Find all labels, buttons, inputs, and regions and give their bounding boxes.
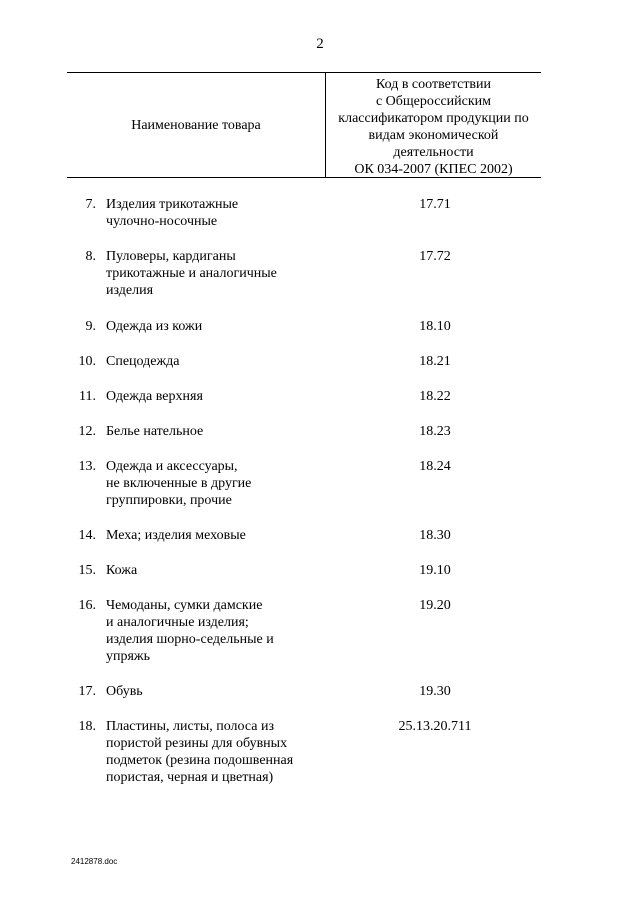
row-code: 19.10 (419, 563, 451, 578)
row-product-name-line: чулочно-носочные (106, 214, 218, 229)
row-code: 18.30 (419, 528, 451, 543)
row-number: 10. (78, 354, 96, 369)
column-header-code-line: классификатором продукции по (338, 111, 529, 126)
row-product-name (106, 683, 326, 700)
row-product-name-line: не включенные в другие (106, 476, 252, 491)
row-product-name-line: изделия шорно-седельные и (106, 632, 274, 647)
row-product-name-line: трикотажные и аналогичные (106, 266, 277, 281)
row-product-name (106, 527, 326, 544)
row-product-name-line: пористой резины для обувных (106, 736, 288, 751)
row-code: 25.13.20.711 (398, 719, 472, 734)
footer-filename: 2412878.doc (71, 857, 118, 866)
table-top-rule (67, 72, 541, 73)
row-code: 18.22 (419, 389, 451, 404)
row-number: 13. (78, 459, 96, 474)
row-product-name-line: Спецодежда (106, 354, 180, 369)
row-product-name-line: Обувь (106, 684, 143, 699)
column-header-code-line: видам экономической (368, 128, 499, 143)
row-number: 17. (78, 684, 96, 699)
row-product-name (106, 318, 326, 335)
row-code: 18.21 (419, 354, 451, 369)
row-product-name-line: Одежда из кожи (106, 319, 203, 334)
row-code: 17.71 (419, 197, 451, 212)
row-product-name (106, 388, 326, 405)
row-product-name (106, 718, 326, 786)
row-code: 19.30 (419, 684, 451, 699)
row-product-name-line: и аналогичные изделия; (106, 615, 249, 630)
row-code: 18.23 (419, 424, 451, 439)
row-product-name-line: Кожа (106, 563, 138, 578)
row-number: 7. (85, 197, 96, 212)
column-header-code (326, 76, 541, 178)
column-header-code-line: ОК 034-2007 (КПЕС 2002) (354, 162, 513, 177)
row-product-name (106, 196, 326, 230)
row-product-name-line: группировки, прочие (106, 493, 232, 508)
row-product-name-line: Пуловеры, кардиганы (106, 249, 236, 264)
row-product-name-line: изделия (106, 283, 154, 298)
page-number: 2 (316, 36, 324, 52)
column-header-code-line: с Общероссийским (375, 94, 492, 109)
row-number: 15. (78, 563, 96, 578)
column-header-code-line: деятельности (393, 145, 474, 160)
row-product-name-line: пористая, черная и цветная) (106, 770, 274, 785)
row-code: 18.10 (419, 319, 451, 334)
row-product-name-line: упряжь (106, 649, 150, 664)
row-product-name (106, 423, 326, 440)
row-code: 19.20 (419, 598, 451, 613)
column-header-name: Наименование товара (131, 118, 261, 133)
row-product-name-line: Пластины, листы, полоса из (106, 719, 275, 734)
row-product-name-line: подметок (резина подошвенная (106, 753, 294, 768)
row-number: 11. (79, 389, 96, 404)
column-header-code-line: Код в соответствии (375, 77, 492, 92)
row-product-name-line: Изделия трикотажные (106, 197, 239, 212)
row-product-name-line: Чемоданы, сумки дамские (106, 598, 263, 613)
row-product-name-line: Одежда и аксессуары, (106, 459, 238, 474)
row-product-name (106, 458, 326, 509)
row-number: 8. (85, 249, 96, 264)
row-number: 12. (78, 424, 96, 439)
row-number: 14. (78, 528, 96, 543)
row-number: 16. (78, 598, 96, 613)
row-number: 18. (78, 719, 96, 734)
row-code: 17.72 (419, 249, 451, 264)
row-product-name-line: Меха; изделия меховые (106, 528, 246, 543)
row-product-name-line: Белье нательное (106, 424, 204, 439)
row-product-name-line: Одежда верхняя (106, 389, 203, 404)
row-product-name (106, 597, 326, 665)
row-code: 18.24 (419, 459, 451, 474)
row-number: 9. (85, 319, 96, 334)
row-product-name (106, 248, 326, 299)
row-product-name (106, 353, 326, 370)
row-product-name (106, 562, 326, 579)
